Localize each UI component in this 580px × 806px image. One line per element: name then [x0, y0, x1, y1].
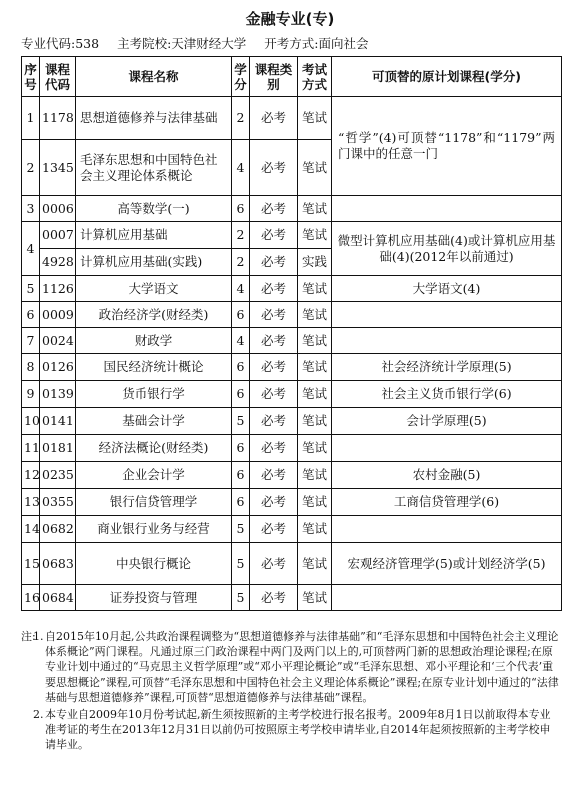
cell-exam: 笔试	[298, 97, 332, 140]
cell-type: 必考	[250, 408, 298, 435]
cell-credit: 5	[232, 408, 250, 435]
cell-name: 证券投资与管理	[76, 585, 232, 611]
cell-exam: 笔试	[298, 585, 332, 611]
cell-seq: 6	[22, 302, 40, 328]
cell-code: 0139	[40, 381, 76, 408]
cell-type: 必考	[250, 435, 298, 462]
cell-credit: 4	[232, 328, 250, 354]
footnote-1-number: 1.	[33, 630, 44, 643]
cell-code: 0024	[40, 328, 76, 354]
cell-name: 计算机应用基础(实践)	[76, 249, 232, 276]
cell-exam: 笔试	[298, 516, 332, 543]
cell-code: 0684	[40, 585, 76, 611]
exam-mode: 开考方式:面向社会	[264, 36, 369, 51]
cell-name: 中央银行概论	[76, 543, 232, 585]
table-row	[22, 489, 562, 516]
cell-code: 1178	[40, 97, 76, 140]
cell-substitute: 社会主义货币银行学(6)	[332, 381, 562, 408]
footnote-2-number: 2.	[33, 708, 44, 722]
header-seq: 序号	[22, 57, 40, 97]
cell-code: 1126	[40, 276, 76, 302]
footnote-2-text: 本专业自2009年10月份考试起,新生须按照新的主考学校进行报名报考。2009年8月1日以前取得本专业准考证的考生在2013年12月31日以前仍可按照原主考学校申请毕业,自2014年起须按照新的主考学校申请毕业。	[45, 708, 551, 752]
cell-code: 0007	[40, 222, 76, 249]
cell-name: 高等数学(一)	[76, 196, 232, 222]
cell-type: 必考	[250, 489, 298, 516]
cell-seq: 8	[22, 354, 40, 381]
cell-seq: 3	[22, 196, 40, 222]
cell-substitute: 大学语文(4)	[332, 276, 562, 302]
cell-substitute	[332, 435, 562, 462]
cell-seq: 11	[22, 435, 40, 462]
cell-name: 大学语文	[76, 276, 232, 302]
cell-credit: 6	[232, 354, 250, 381]
cell-seq: 13	[22, 489, 40, 516]
cell-type: 必考	[250, 97, 298, 140]
cell-exam: 笔试	[298, 543, 332, 585]
cell-substitute: 农村金融(5)	[332, 462, 562, 489]
cell-exam: 笔试	[298, 276, 332, 302]
cell-code: 4928	[40, 249, 76, 276]
cell-type: 必考	[250, 222, 298, 249]
cell-name: 财政学	[76, 328, 232, 354]
cell-code: 0009	[40, 302, 76, 328]
table-row	[22, 435, 562, 462]
cell-seq: 12	[22, 462, 40, 489]
cell-seq: 5	[22, 276, 40, 302]
table-header-row	[22, 57, 562, 97]
cell-exam: 笔试	[298, 408, 332, 435]
cell-substitute	[332, 302, 562, 328]
cell-credit: 6	[232, 302, 250, 328]
cell-seq: 9	[22, 381, 40, 408]
cell-seq: 2	[22, 140, 40, 196]
cell-substitute-merged: “哲学”(4)可顶替“1178”和“1179”两门课中的任意一门	[332, 97, 562, 196]
cell-credit: 2	[232, 222, 250, 249]
table-row	[22, 222, 562, 249]
header-exam: 考试方式	[298, 57, 332, 97]
cell-credit: 2	[232, 249, 250, 276]
table-row	[22, 381, 562, 408]
cell-exam: 笔试	[298, 140, 332, 196]
cell-type: 必考	[250, 354, 298, 381]
cell-credit: 4	[232, 276, 250, 302]
cell-exam: 笔试	[298, 222, 332, 249]
cell-substitute-merged: 微型计算机应用基础(4)或计算机应用基础(4)(2012年以前通过)	[332, 222, 562, 276]
cell-exam: 笔试	[298, 435, 332, 462]
cell-code: 0006	[40, 196, 76, 222]
cell-substitute: 会计学原理(5)	[332, 408, 562, 435]
cell-name: 经济法概论(财经类)	[76, 435, 232, 462]
cell-type: 必考	[250, 196, 298, 222]
table-row	[22, 276, 562, 302]
cell-type: 必考	[250, 276, 298, 302]
cell-exam: 实践	[298, 249, 332, 276]
cell-exam: 笔试	[298, 302, 332, 328]
cell-credit: 5	[232, 516, 250, 543]
cell-seq: 15	[22, 543, 40, 585]
table-row	[22, 196, 562, 222]
cell-substitute	[332, 585, 562, 611]
table-row	[22, 97, 562, 140]
cell-exam: 笔试	[298, 462, 332, 489]
page-title: 金融专业(专)	[245, 10, 335, 28]
cell-seq: 7	[22, 328, 40, 354]
cell-exam: 笔试	[298, 381, 332, 408]
cell-seq: 1	[22, 97, 40, 140]
cell-substitute: 宏观经济管理学(5)或计划经济学(5)	[332, 543, 562, 585]
header-code: 课程代码	[40, 57, 76, 97]
cell-name: 计算机应用基础	[76, 222, 232, 249]
cell-credit: 2	[232, 97, 250, 140]
cell-credit: 4	[232, 140, 250, 196]
cell-type: 必考	[250, 543, 298, 585]
table-row	[22, 543, 562, 585]
cell-substitute: 社会经济统计学原理(5)	[332, 354, 562, 381]
cell-type: 必考	[250, 381, 298, 408]
cell-name: 思想道德修养与法律基础	[76, 97, 232, 140]
cell-credit: 6	[232, 196, 250, 222]
cell-credit: 6	[232, 489, 250, 516]
cell-type: 必考	[250, 462, 298, 489]
table-row	[22, 354, 562, 381]
cell-credit: 6	[232, 462, 250, 489]
footnote-2	[21, 707, 561, 753]
cell-credit: 6	[232, 381, 250, 408]
cell-code: 0181	[40, 435, 76, 462]
cell-exam: 笔试	[298, 489, 332, 516]
cell-code: 1345	[40, 140, 76, 196]
cell-name: 毛泽东思想和中国特色社会主义理论体系概论	[76, 140, 232, 196]
cell-code: 0141	[40, 408, 76, 435]
cell-name: 商业银行业务与经营	[76, 516, 232, 543]
footnote-1-text: 自2015年10月起,公共政治课程调整为“思想道德修养与法律基础”和“毛泽东思想和中国特色社会主义理论体系概论”两门课程。凡通过原三门政治课程中两门及两门以上的,可顶替两门新的思想政治理论课程;在原专业计划中通过的“马克思主义哲学原理”或“邓小平理论概论”或“毛泽东思想、邓小平理论和‘三个代表’重要思想概论”课程,可顶替“毛泽东思想和中国特色社会主义理论体系概论”课程;在原专业计划中通过的“法律基础与思想道德修养”课程,可顶替“思想道德修养与法律基础”课程。	[45, 630, 559, 704]
cell-type: 必考	[250, 140, 298, 196]
cell-seq: 4	[22, 222, 40, 276]
cell-name: 国民经济统计概论	[76, 354, 232, 381]
cell-credit: 5	[232, 585, 250, 611]
course-table	[21, 56, 562, 611]
header-type: 课程类别	[250, 57, 298, 97]
cell-name: 基础会计学	[76, 408, 232, 435]
table-row	[22, 408, 562, 435]
table-row	[22, 516, 562, 543]
cell-substitute	[332, 516, 562, 543]
cell-type: 必考	[250, 516, 298, 543]
major-info	[21, 34, 382, 52]
exam-school: 主考院校:天津财经大学	[117, 36, 247, 51]
cell-seq: 16	[22, 585, 40, 611]
cell-type: 必考	[250, 585, 298, 611]
header-credit: 学分	[232, 57, 250, 97]
cell-code: 0235	[40, 462, 76, 489]
cell-substitute	[332, 328, 562, 354]
footnote-1	[21, 629, 561, 705]
cell-exam: 笔试	[298, 328, 332, 354]
header-substitute: 可顶替的原计划课程(学分)	[332, 57, 562, 97]
table-row	[22, 328, 562, 354]
cell-type: 必考	[250, 302, 298, 328]
cell-seq: 10	[22, 408, 40, 435]
cell-substitute	[332, 196, 562, 222]
cell-exam: 笔试	[298, 196, 332, 222]
table-row	[22, 462, 562, 489]
cell-name: 银行信贷管理学	[76, 489, 232, 516]
table-row	[22, 585, 562, 611]
cell-substitute: 工商信贷管理学(6)	[332, 489, 562, 516]
table-row	[22, 302, 562, 328]
cell-code: 0683	[40, 543, 76, 585]
cell-name: 政治经济学(财经类)	[76, 302, 232, 328]
cell-name: 货币银行学	[76, 381, 232, 408]
cell-credit: 6	[232, 435, 250, 462]
cell-exam: 笔试	[298, 354, 332, 381]
cell-credit: 5	[232, 543, 250, 585]
cell-seq: 14	[22, 516, 40, 543]
major-code: 专业代码:538	[21, 36, 100, 51]
header-name: 课程名称	[76, 57, 232, 97]
cell-code: 0682	[40, 516, 76, 543]
cell-code: 0355	[40, 489, 76, 516]
cell-type: 必考	[250, 328, 298, 354]
footnote-prefix: 注:	[21, 630, 36, 643]
footnotes	[21, 629, 561, 755]
cell-code: 0126	[40, 354, 76, 381]
cell-name: 企业会计学	[76, 462, 232, 489]
cell-type: 必考	[250, 249, 298, 276]
